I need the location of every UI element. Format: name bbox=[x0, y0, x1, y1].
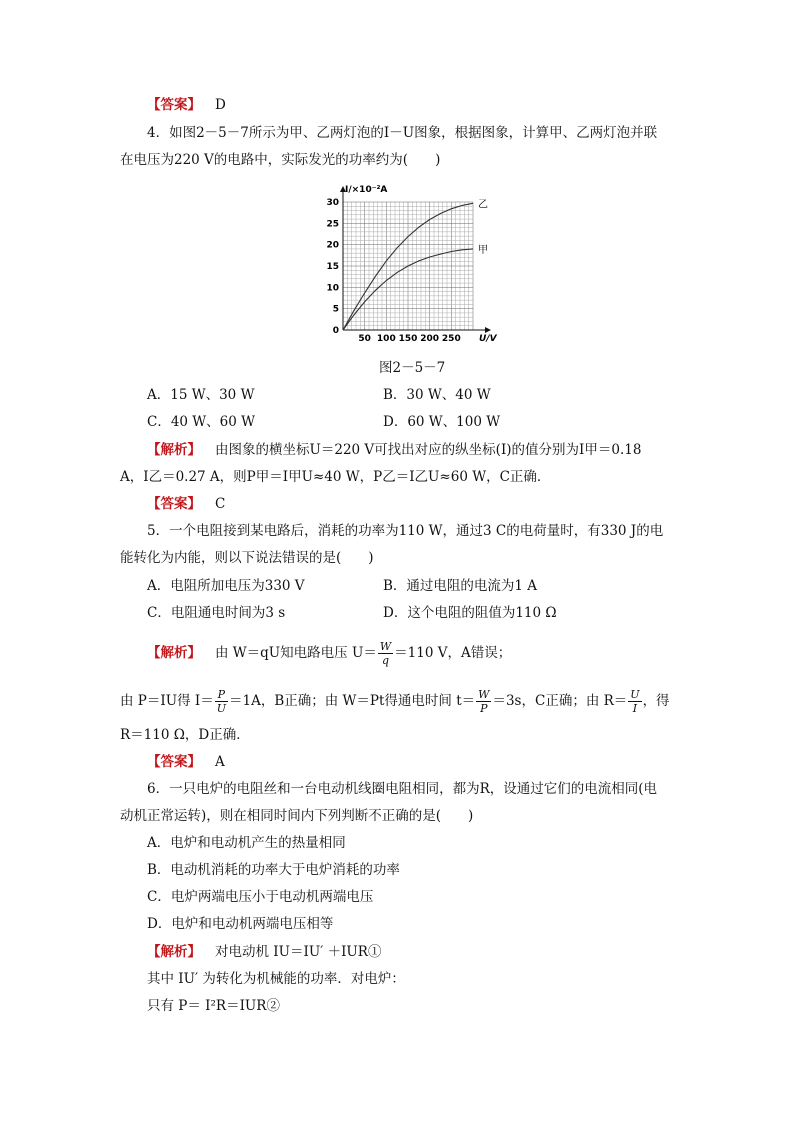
q5-option-b: B．通过电阻的电流为1 A bbox=[383, 578, 538, 594]
answer-tag: 【答案】 bbox=[147, 496, 201, 512]
x-tick-label: 150 bbox=[398, 334, 418, 344]
q4-stem-line1: 4．如图2－5－7所示为甲、乙两灯泡的I－U图象，根据图象，计算甲、乙两灯泡并联 bbox=[147, 125, 658, 141]
chart-ticks bbox=[326, 198, 460, 344]
q5-analysis-line3: R＝110 Ω，D正确． bbox=[120, 727, 250, 743]
y-tick-label: 10 bbox=[326, 283, 339, 294]
chart-axes bbox=[340, 186, 491, 333]
answer-tag: 【答案】 bbox=[147, 754, 201, 770]
q6-analysis-line3: 只有 P＝ I²R＝IUR② bbox=[147, 998, 280, 1014]
y-tick-label: 20 bbox=[326, 240, 339, 251]
x-tick-label: 200 bbox=[420, 334, 440, 344]
q5-option-d: D．这个电阻的阻值为110 Ω bbox=[383, 605, 557, 621]
q6-stem-line1: 6．一只电炉的电阻丝和一台电动机线圈电阻相同，都为R，设通过它们的电流相同(电 bbox=[147, 781, 658, 797]
chart-labels bbox=[345, 185, 498, 344]
y-tick-label: 25 bbox=[326, 219, 339, 230]
y-tick-label: 30 bbox=[326, 198, 339, 208]
analysis-text: 由 W＝qU知电路电压 U＝ bbox=[215, 645, 377, 661]
q6-stem-line2: 动机正常运转)，则在相同时间内下列判断不正确的是( ) bbox=[120, 808, 474, 824]
q5-analysis-line2: 由 P＝IU得 I＝ $\frac{P}{U}$ ＝1A，B正确；由 W＝Pt得通电时间 t＝ $\frac{W}{P}$ ＝3s，C正确；由 R＝ $\frac{U}{I}$ ，得 bbox=[120, 688, 670, 715]
q4-option-b: B．30 W、40 W bbox=[383, 387, 491, 403]
answer-value: D bbox=[215, 97, 226, 113]
analysis-tag: 【解析】 bbox=[147, 944, 201, 960]
y-tick-label: 0 bbox=[332, 326, 339, 336]
q5-analysis-line1 bbox=[147, 640, 511, 667]
y-tick-label: 5 bbox=[332, 304, 339, 315]
series-label: 甲 bbox=[478, 244, 488, 256]
x-tick-label: 100 bbox=[376, 334, 396, 344]
answer-value: C bbox=[215, 496, 226, 512]
q5-option-c: C．电阻通电时间为3 s bbox=[147, 605, 286, 621]
y-tick-label: 15 bbox=[326, 262, 339, 272]
fraction: $\frac{W}{P}$ bbox=[478, 688, 490, 715]
q4-analysis-line1 bbox=[147, 440, 641, 460]
q6-analysis-line2: 其中 IU′ 为转化为机械能的功率．对电炉： bbox=[147, 971, 405, 987]
q6-option-d: D．电炉和电动机两端电压相等 bbox=[147, 916, 334, 932]
iu-chart bbox=[318, 180, 498, 348]
fraction: $\frac{U}{I}$ bbox=[630, 688, 640, 715]
analysis-text: ＝110 V，A错误； bbox=[394, 645, 512, 661]
x-axis-arrow bbox=[485, 327, 491, 333]
q6-option-b: B．电动机消耗的功率大于电炉消耗的功率 bbox=[147, 862, 400, 878]
fraction: $\frac{W}{q}$ bbox=[379, 640, 392, 667]
figure-caption: 图2－5－7 bbox=[379, 360, 446, 376]
q4-analysis-line2: A，I乙＝0.27 A，则P甲＝I甲U≈40 W，P乙＝I乙U≈60 W，C正确． bbox=[120, 469, 551, 485]
answer-value: A bbox=[215, 754, 225, 770]
fraction: $\frac{P}{U}$ bbox=[216, 688, 226, 715]
q4-option-d: D．60 W、100 W bbox=[383, 414, 501, 430]
x-axis-label: U/V bbox=[479, 334, 497, 344]
q5-answer bbox=[147, 752, 225, 772]
q5-stem-line2: 能转化为内能，则以下说法错误的是( ) bbox=[120, 550, 374, 566]
series-label: 乙 bbox=[478, 199, 488, 211]
analysis-tag: 【解析】 bbox=[147, 645, 201, 661]
q4-stem-line2: 在电压为220 V的电路中，实际发光的功率约为( ) bbox=[120, 152, 441, 168]
q4-option-c: C．40 W、60 W bbox=[147, 414, 256, 430]
analysis-text: 由图象的横坐标U＝220 V可找出对应的纵坐标(I)的值分别为I甲＝0.18 bbox=[215, 442, 642, 458]
x-tick-label: 50 bbox=[358, 334, 371, 344]
q6-analysis-line1 bbox=[147, 942, 381, 962]
q5-stem-line1: 5．一个电阻接到某电路后，消耗的功率为110 W，通过3 C的电荷量时，有330 J的电 bbox=[147, 523, 664, 539]
q6-option-c: C．电炉两端电压小于电动机两端电压 bbox=[147, 889, 374, 905]
q4-option-a: A．15 W、30 W bbox=[147, 387, 255, 403]
x-tick-label: 250 bbox=[441, 334, 461, 344]
q5-option-a: A．电阻所加电压为330 V bbox=[147, 578, 305, 594]
y-axis-label: I/×10⁻²A bbox=[345, 185, 388, 195]
analysis-tag: 【解析】 bbox=[147, 442, 201, 458]
q6-option-a: A．电炉和电动机产生的热量相同 bbox=[147, 835, 346, 851]
q4-answer bbox=[147, 494, 225, 514]
answer-tag: 【答案】 bbox=[147, 97, 201, 113]
q3-answer bbox=[147, 95, 226, 115]
analysis-text: 对电动机 IU＝IU′ ＋IUR① bbox=[215, 944, 382, 960]
